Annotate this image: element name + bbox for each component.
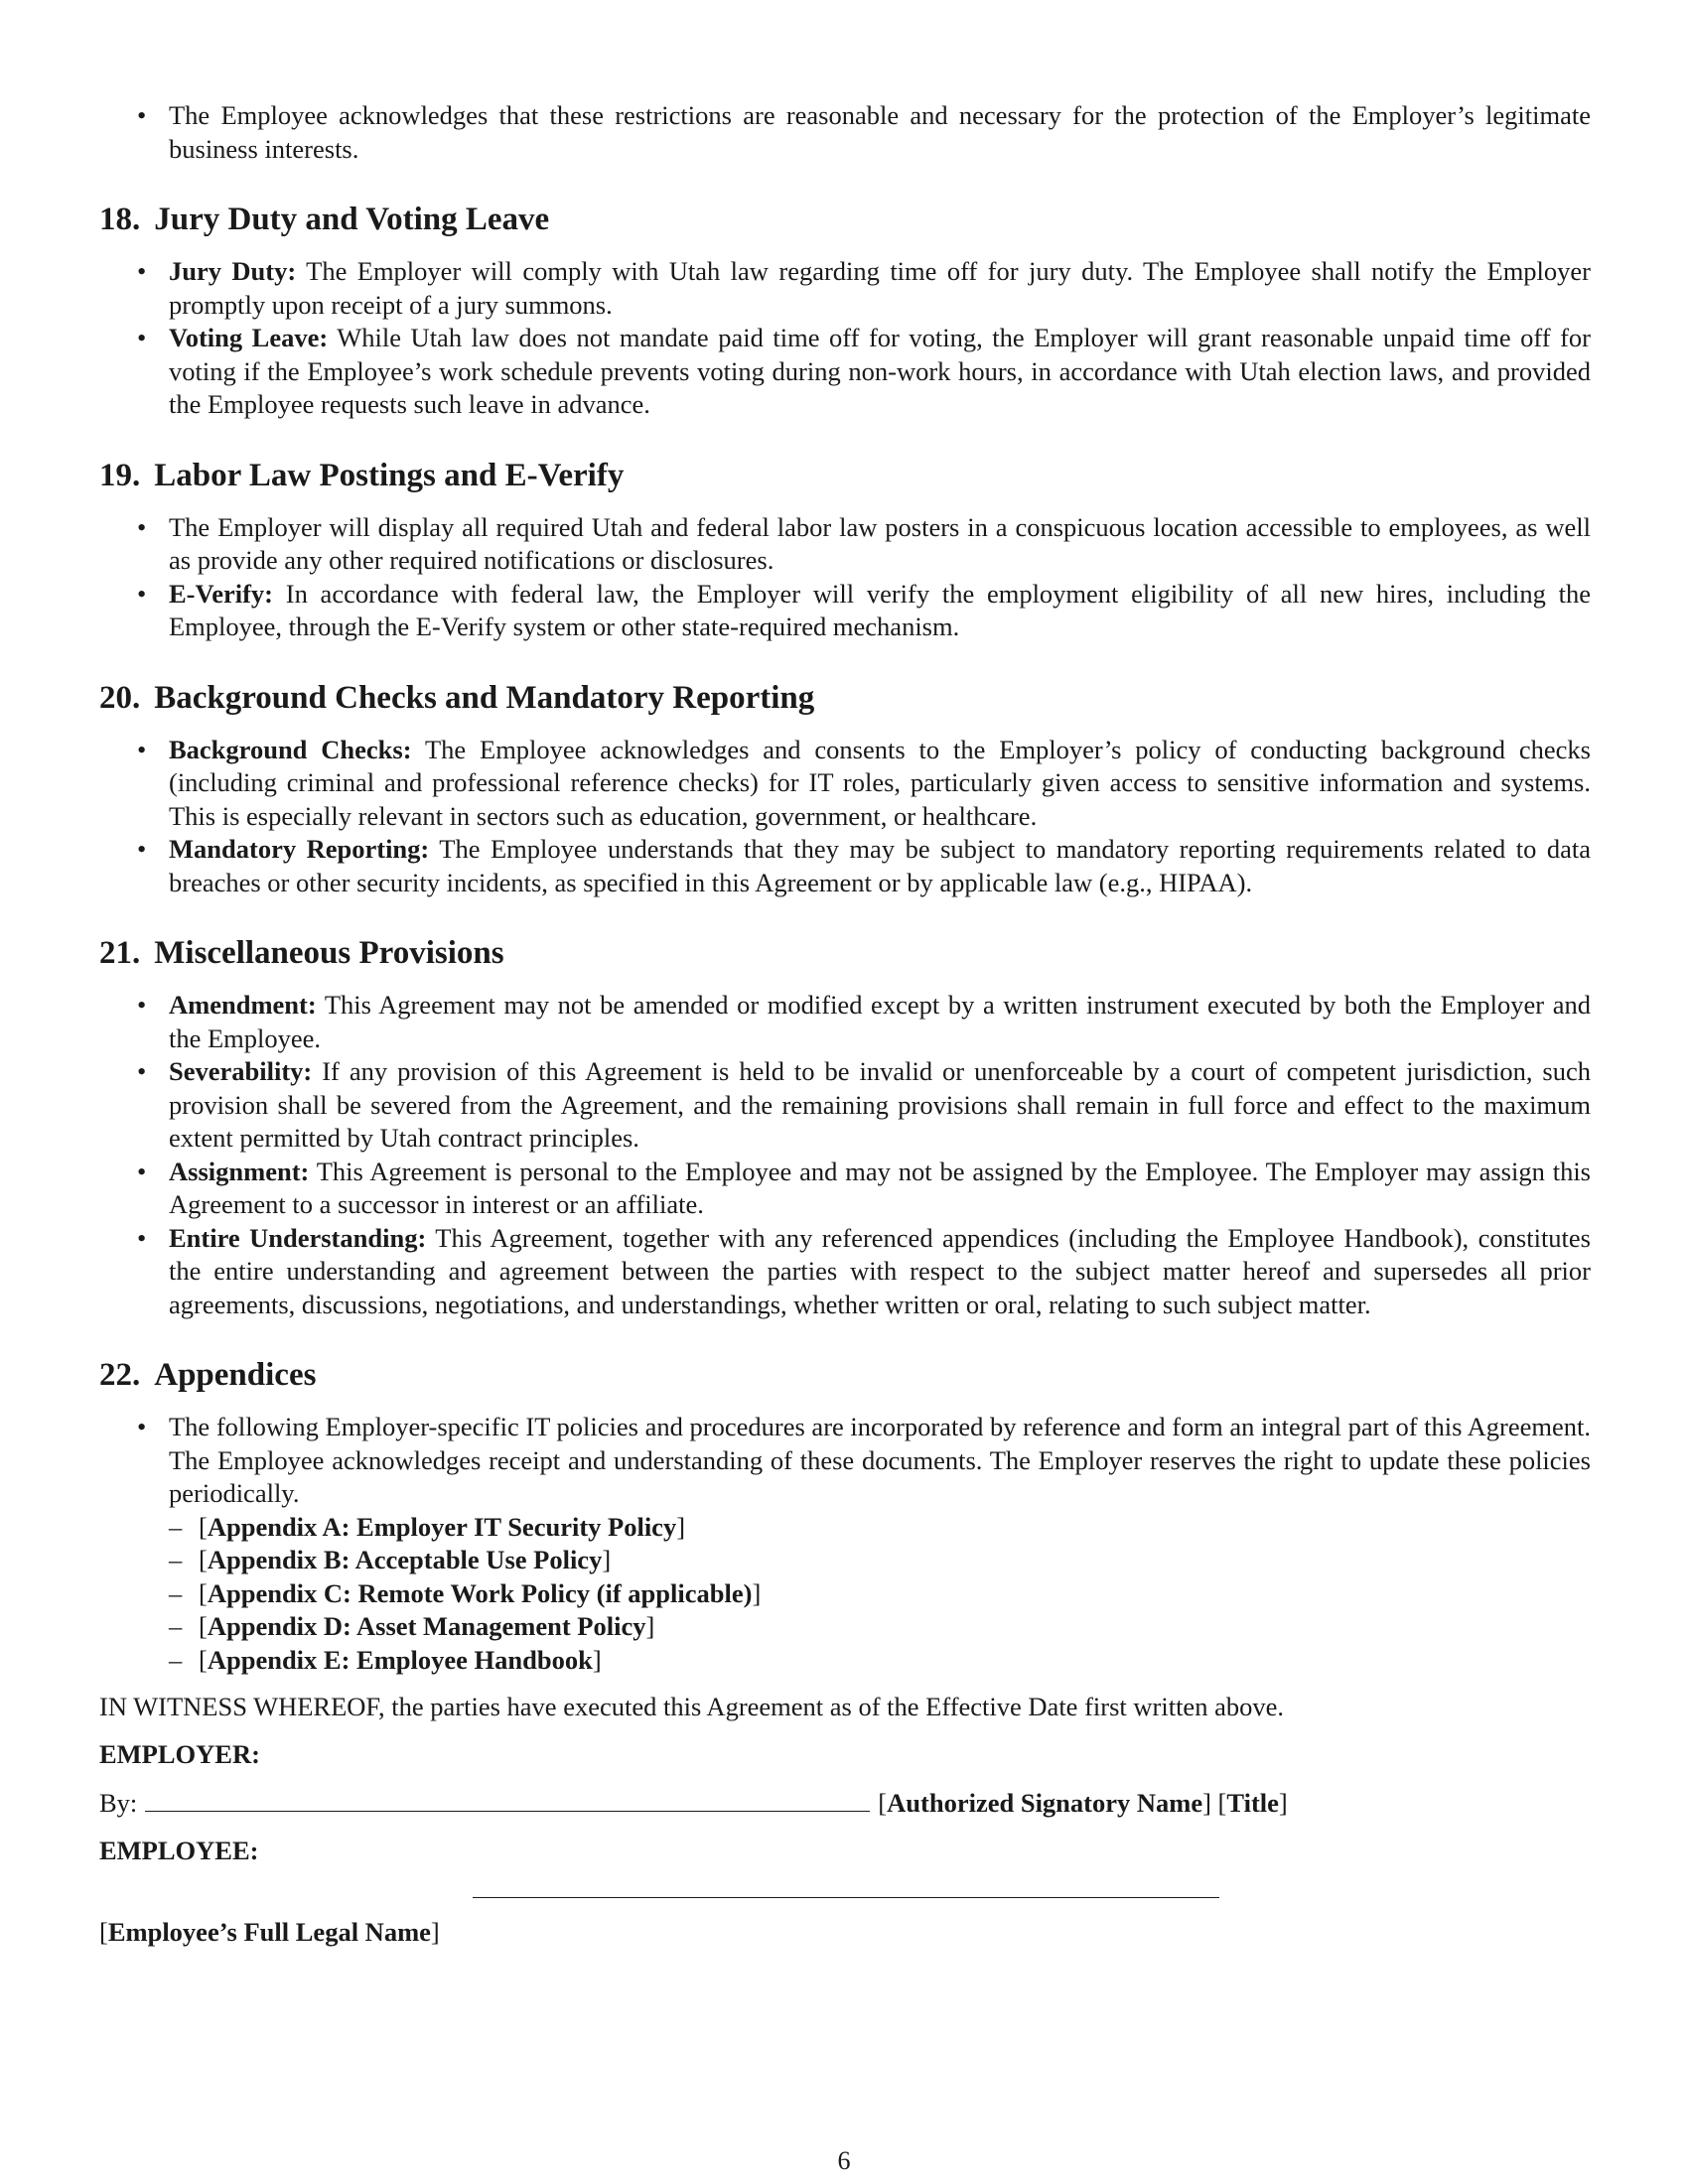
list-item [99,511,1591,578]
item-lead: Voting Leave: [169,323,329,352]
item-lead: Entire Understanding: [169,1222,427,1253]
item-lead: Jury Duty: [169,256,297,286]
section-heading-20 [99,678,1591,718]
item-lead: Amendment: [169,990,317,1020]
list-item [99,578,1591,644]
appendix-d: Appendix D: Asset Management Policy [207,1611,646,1641]
appendix-item: – [Appendix B: Acceptable Use Policy] [169,1544,1591,1577]
section-list-22 [99,1411,1591,1677]
section-list-18 [99,255,1591,422]
section-number: 20. [99,679,141,716]
appendix-c: Appendix C: Remote Work Policy (if applicable) [207,1577,753,1608]
section-heading-21 [99,933,1591,973]
list-item [99,1411,1591,1677]
list-item [99,734,1591,834]
document-page [99,99,1591,1950]
list-item [99,833,1591,899]
appendix-e: Appendix E: Employee Handbook [207,1644,593,1675]
section-title: Labor Law Postings and E-Verify [154,457,625,493]
section-list-19 [99,511,1591,644]
list-item [99,99,1591,166]
item-text: In accordance with federal law, the Employer will verify the employment eligibility of all new hires, including the Employee, through the E-Verify system or other state-required mechanism. [169,578,1591,641]
section-title: Miscellaneous Provisions [154,935,504,971]
item-text: The Employer will comply with Utah law regarding time off for jury duty. The Employee shall notify the Employer promptly upon receipt of a jury summons. [169,256,1592,320]
signatory-name: Authorized Signatory Name [887,1788,1203,1818]
employer-label: EMPLOYER: [99,1738,260,1769]
appendix-item: – [Appendix A: Employer IT Security Policy] [169,1511,1591,1545]
section-title: Appendices [154,1357,317,1393]
appendix-list [169,1511,1591,1678]
employee-label: EMPLOYEE: [99,1835,259,1865]
section-title: Background Checks and Mandatory Reporting [154,679,815,716]
list-item [99,1156,1591,1222]
section-heading-22 [99,1355,1591,1395]
employer-signature-field[interactable] [145,1785,870,1812]
employer-signature-line: By: [Authorized Signatory Name] [Title] [99,1785,1591,1821]
appendix-b: Appendix B: Acceptable Use Policy [207,1545,603,1574]
section-title: Jury Duty and Voting Leave [154,202,550,237]
item-text: The Employer will display all required Utah and federal labor law posters in a conspicuous location accessible to employees, as well as provide any other required notifications or disclosures. [169,511,1591,575]
item-lead: Mandatory Reporting: [169,834,430,864]
section-list-21 [99,989,1591,1321]
item-text: The Employee understands that they may be subject to mandatory reporting requirements related to data breaches or other security incidents, as specified in this Agreement or by applicable law (e.g., HIPAA). [169,834,1592,897]
list-item [99,322,1591,422]
employee-signature-field[interactable] [473,1895,1219,1898]
section-heading-18 [99,200,1591,239]
appendix-item: – [Appendix C: Remote Work Policy (if applicable)] [169,1577,1591,1611]
section-number: 18. [99,202,141,237]
section-heading-19 [99,456,1591,495]
signatory-title: Title [1226,1788,1279,1818]
list-item [99,1222,1591,1322]
employee-name: Employee’s Full Legal Name [107,1917,431,1947]
section-number: 19. [99,457,141,493]
item-text: The Employee acknowledges and consents to the Employer’s policy of conducting background checks (including criminal and professional reference checks) for IT roles, particularly given access to sensitive information and systems. This is especially relevant in sectors such as education, government, or healthcare. [169,734,1591,831]
item-text: This Agreement, together with any referenced appendices (including the Employee Handbook), constitutes the entire understanding and agreement between the parties with respect to the subject matter hereof and supersedes all prior agreements, discussions, negotiations, and understandings, whether written or oral, relating to such subject matter. [169,1222,1591,1319]
item-lead: Severability: [169,1056,313,1086]
item-text: This Agreement may not be amended or modified except by a written instrument executed by both the Employer and the Employee. [169,990,1591,1053]
item-text: This Agreement is personal to the Employee and may not be assigned by the Employee. The Employer may assign this Agreement to a successor in interest or an affiliate. [169,1156,1591,1219]
appendix-a: Appendix A: Employer IT Security Policy [207,1511,677,1542]
item-text: If any provision of this Agreement is held to be invalid or unenforceable by a court of competent jurisdiction, such provision shall be severed from the Agreement, and the remaining provisions shall remain in full force and effect to the maximum extent permitted by Utah contract principles. [169,1056,1591,1153]
list-item [99,255,1591,322]
appendix-item: – [Appendix D: Asset Management Policy] [169,1610,1591,1644]
item-lead: Assignment: [169,1156,310,1186]
item-lead: E-Verify: [169,578,273,609]
by-label: By: [99,1788,138,1818]
item-text: The following Employer-specific IT policies and procedures are incorporated by reference and form an integral part of this Agreement. The Employee acknowledges receipt and understanding of these documents. The Employer reserves the right to update these policies periodically. [169,1412,1591,1508]
employee-name-line: [Employee’s Full Legal Name] [99,1917,440,1947]
list-item [99,989,1591,1055]
section-number: 22. [99,1357,141,1393]
item-text: The Employee acknowledges that these restrictions are reasonable and necessary for the protection of the Employer’s legitimate business interests. [169,100,1591,164]
appendix-item: – [Appendix E: Employee Handbook] [169,1644,1591,1678]
page-number: 6 [837,2146,851,2175]
witness-clause: IN WITNESS WHEREOF, the parties have executed this Agreement as of the Effective Date first written above. [99,1692,1284,1721]
item-lead: Background Checks: [169,734,412,764]
item-text: While Utah law does not mandate paid time off for voting, the Employer will grant reasonable unpaid time off for voting if the Employee’s work schedule prevents voting during non-work hours, in accordance with Utah election laws, and provided the Employee requests such leave in advance. [169,323,1592,419]
list-item [99,1055,1591,1156]
section-list-20 [99,734,1591,900]
intro-list [99,99,1591,166]
section-number: 21. [99,935,141,971]
